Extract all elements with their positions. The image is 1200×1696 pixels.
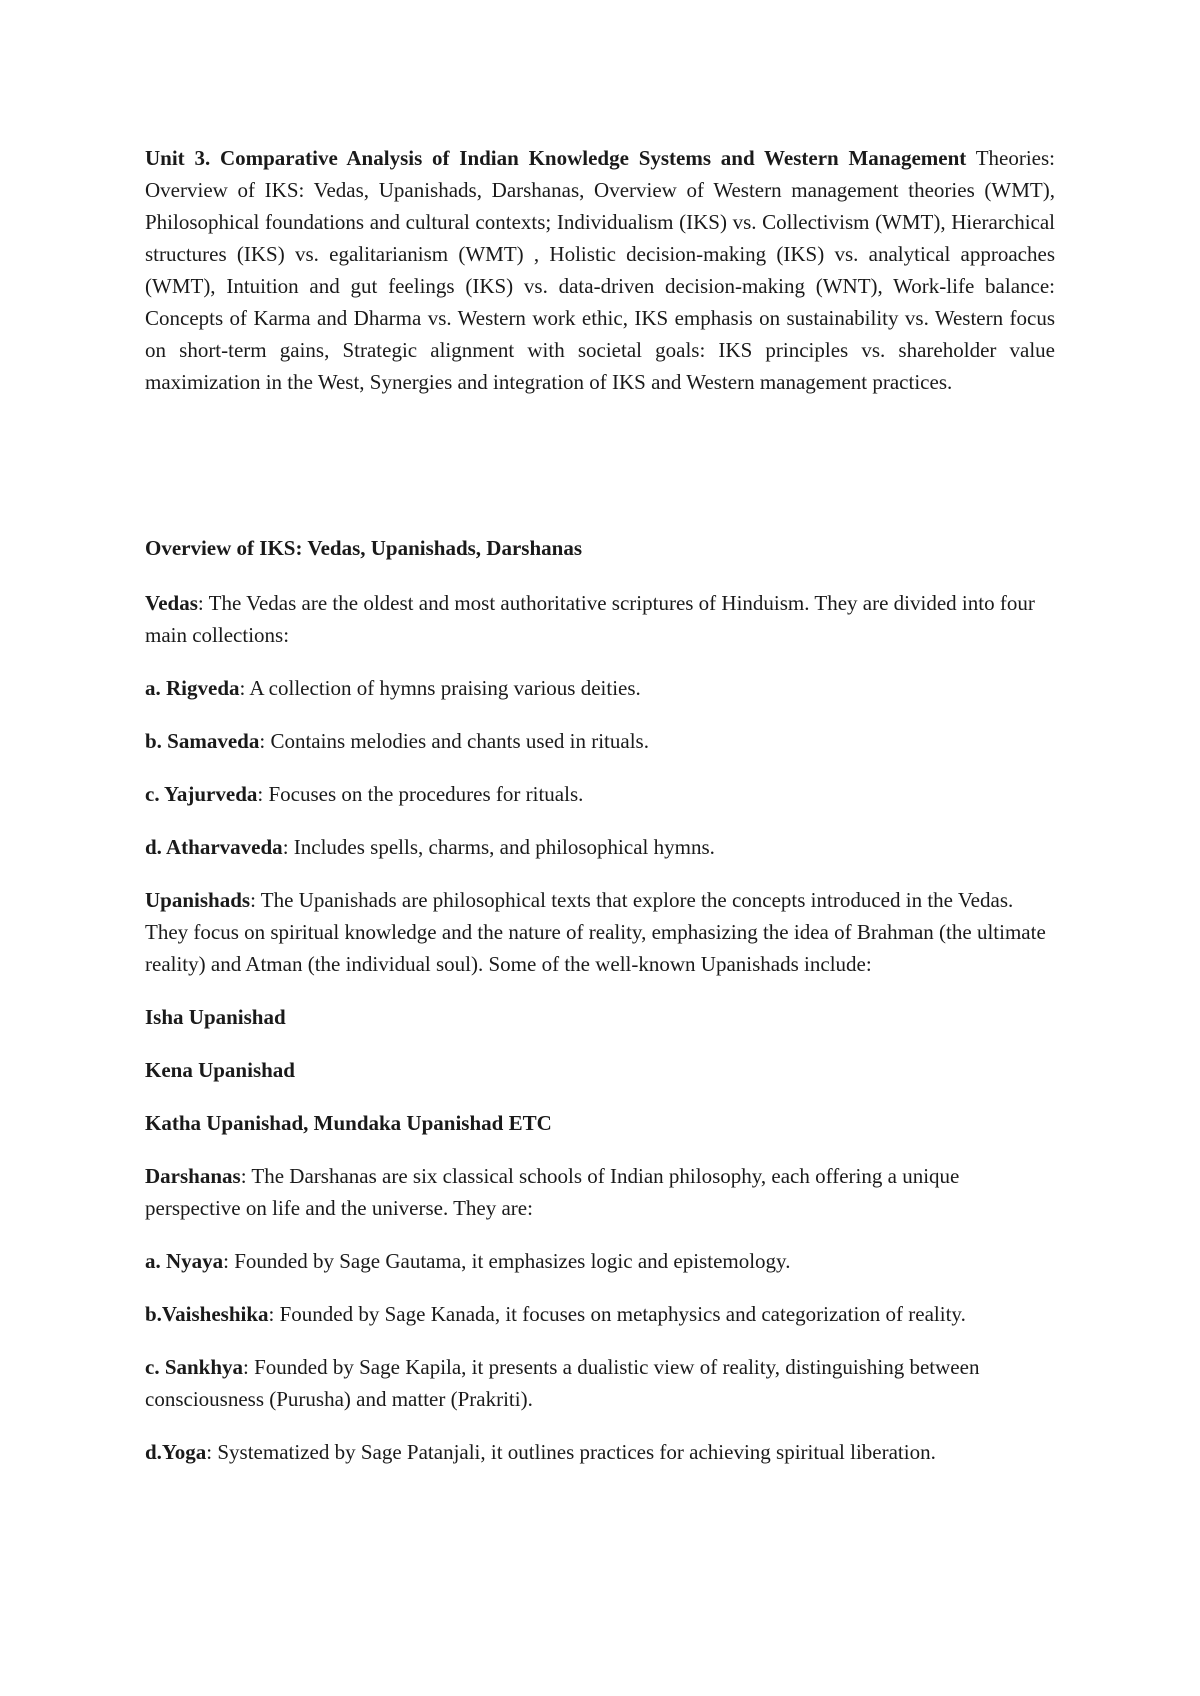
vedas-term: Vedas bbox=[145, 591, 198, 615]
veda-item-atharvaveda bbox=[145, 831, 1055, 863]
vedas-paragraph bbox=[145, 587, 1055, 651]
list-item-term: Isha Upanishad bbox=[145, 1005, 286, 1029]
upanishad-item-isha bbox=[145, 1001, 1055, 1033]
upanishads-text: : The Upanishads are philosophical texts that explore the concepts introduced in the Vedas. They focus on spiritual knowledge and the nature of reality, emphasizing the idea of Brahman (the ultimate reality) and Atman (the individual soul). Some of the well-known Upanishads include: bbox=[145, 888, 1046, 976]
section-heading: Overview of IKS: Vedas, Upanishads, Darshanas bbox=[145, 536, 583, 560]
upanishads-term: Upanishads bbox=[145, 888, 251, 912]
list-item-text: : A collection of hymns praising various deities. bbox=[239, 676, 641, 700]
upanishad-item-kena bbox=[145, 1054, 1055, 1086]
section-body bbox=[145, 587, 1055, 1489]
darshanas-paragraph bbox=[145, 1160, 1055, 1224]
list-item-term: d.Yoga bbox=[145, 1440, 207, 1464]
document-page bbox=[145, 142, 1055, 1464]
list-item-term: Katha Upanishad, Mundaka Upanishad ETC bbox=[145, 1111, 552, 1135]
list-item-text: : Includes spells, charms, and philosophical hymns. bbox=[282, 835, 715, 859]
upanishad-item-katha-mundaka bbox=[145, 1107, 1055, 1139]
list-item-text: : Founded by Sage Kanada, it focuses on metaphysics and categorization of reality. bbox=[268, 1302, 966, 1326]
unit-description: Theories: Overview of IKS: Vedas, Upanishads, Darshanas, Overview of Western management theories (WMT), Philosophical foundations and cultural contexts; Individualism (IKS) vs. Collectivism (WMT), Hierarchical structures (IKS) vs. egalitarianism (WMT) , Holistic decision-making (IKS) vs. analytical approaches (WMT), Intuition and gut feelings (IKS) vs. data-driven decision-making (WNT), Work-life balance: Concepts of Karma and Dharma vs. Western work ethic, IKS emphasis on sustainability vs. Western focus on short-term gains, Strategic alignment with societal goals: IKS principles vs. shareholder value maximization in the West, Synergies and integration of IKS and Western management practices. bbox=[145, 146, 1055, 394]
list-item-term: b. Samaveda bbox=[145, 729, 260, 753]
darshana-item-nyaya bbox=[145, 1245, 1055, 1277]
list-item-term: a. Rigveda bbox=[145, 676, 240, 700]
veda-item-rigveda bbox=[145, 672, 1055, 704]
list-item-text: : Focuses on the procedures for rituals. bbox=[257, 782, 584, 806]
list-item-text: : Contains melodies and chants used in rituals. bbox=[259, 729, 649, 753]
upanishads-paragraph bbox=[145, 884, 1055, 980]
list-item-text: : Founded by Sage Kapila, it presents a dualistic view of reality, distinguishing between consciousness (Purusha) and matter (Prakriti). bbox=[145, 1355, 980, 1411]
list-item-term: a. Nyaya bbox=[145, 1249, 224, 1273]
darshana-item-yoga bbox=[145, 1436, 1055, 1468]
list-item-text: : Systematized by Sage Patanjali, it outlines practices for achieving spiritual liberation. bbox=[206, 1440, 936, 1464]
veda-item-yajurveda bbox=[145, 778, 1055, 810]
list-item-term: b.Vaisheshika bbox=[145, 1302, 269, 1326]
list-item-term: Kena Upanishad bbox=[145, 1058, 295, 1082]
list-item-text: : Founded by Sage Gautama, it emphasizes logic and epistemology. bbox=[223, 1249, 791, 1273]
darshanas-text: : The Darshanas are six classical schools of Indian philosophy, each offering a unique perspective on life and the universe. They are: bbox=[145, 1164, 960, 1220]
vedas-text: : The Vedas are the oldest and most authoritative scriptures of Hinduism. They are divided into four main collections: bbox=[145, 591, 1035, 647]
unit-title: Unit 3. Comparative Analysis of Indian Knowledge Systems and Western Management bbox=[145, 146, 967, 170]
unit-intro-paragraph bbox=[145, 142, 1055, 398]
darshana-item-sankhya bbox=[145, 1351, 1055, 1415]
list-item-term: d. Atharvaveda bbox=[145, 835, 283, 859]
darshanas-term: Darshanas bbox=[145, 1164, 241, 1188]
list-item-term: c. Sankhya bbox=[145, 1355, 244, 1379]
darshana-item-vaisheshika bbox=[145, 1298, 1055, 1330]
veda-item-samaveda bbox=[145, 725, 1055, 757]
list-item-term: c. Yajurveda bbox=[145, 782, 258, 806]
